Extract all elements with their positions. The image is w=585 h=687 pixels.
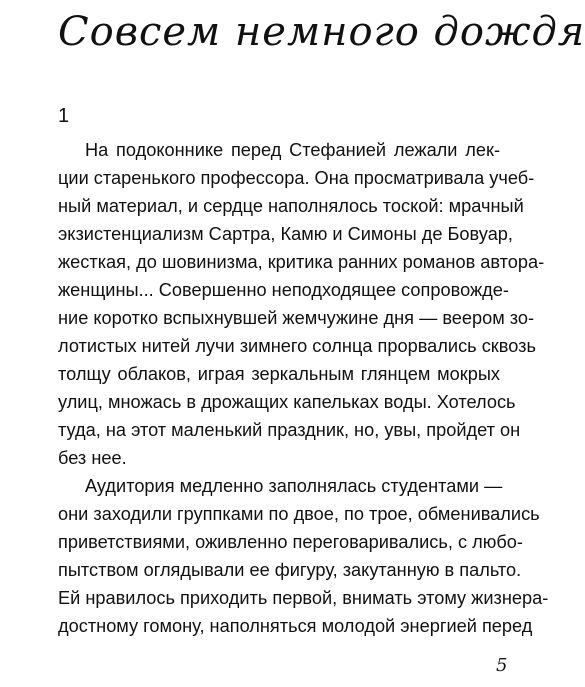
- text-line: ции старенького профессора. Она просматривала учеб-: [58, 168, 535, 188]
- page-number: 5: [496, 655, 508, 676]
- text-line: они заходили группками по двое, по трое, обменивались: [58, 504, 540, 524]
- text-line: достному гомону, наполняться молодой энергией перед: [58, 616, 533, 636]
- text-line: улиц, множась в дрожащих капельках воды. Хотелось: [58, 392, 516, 412]
- text-line: ние коротко вспыхнувшей жемчужине дня — веером зо-: [58, 308, 535, 328]
- text-line: экзистенциализм Сартра, Камю и Симоны де Бовуар,: [58, 224, 513, 244]
- text-line: пытством оглядывали ее фигуру, закутанную в пальто.: [58, 560, 522, 580]
- chapter-number: 1: [58, 105, 70, 127]
- text-line: жесткая, до шовинизма, критика ранних романов автора-: [58, 252, 545, 272]
- text-line: ный материал, и сердце наполнялось тоской: мрачный: [58, 196, 524, 216]
- text-line: На подоконнике перед Стефанией лежали лек-: [85, 140, 500, 160]
- body-text: [58, 136, 549, 640]
- text-line: туда, на этот маленький праздник, но, увы, пройдет он: [58, 420, 521, 440]
- text-line: приветствиями, оживленно переговаривались, с любо-: [58, 532, 523, 552]
- text-line: без нее.: [58, 448, 127, 468]
- chapter-heading: Совсем немного дождя: [58, 9, 585, 55]
- text-line: толщу облаков, играя зеркальным глянцем мокрых: [58, 364, 500, 384]
- text-line: лотистых нитей лучи зимнего солнца прорвались сквозь: [58, 336, 536, 356]
- text-line: женщины... Совершенно неподходящее сопровожде-: [58, 280, 509, 300]
- text-line: Аудитория медленно заполнялась студентами —: [85, 476, 503, 496]
- text-line: Ей нравилось приходить первой, внимать этому жизнера-: [58, 588, 549, 608]
